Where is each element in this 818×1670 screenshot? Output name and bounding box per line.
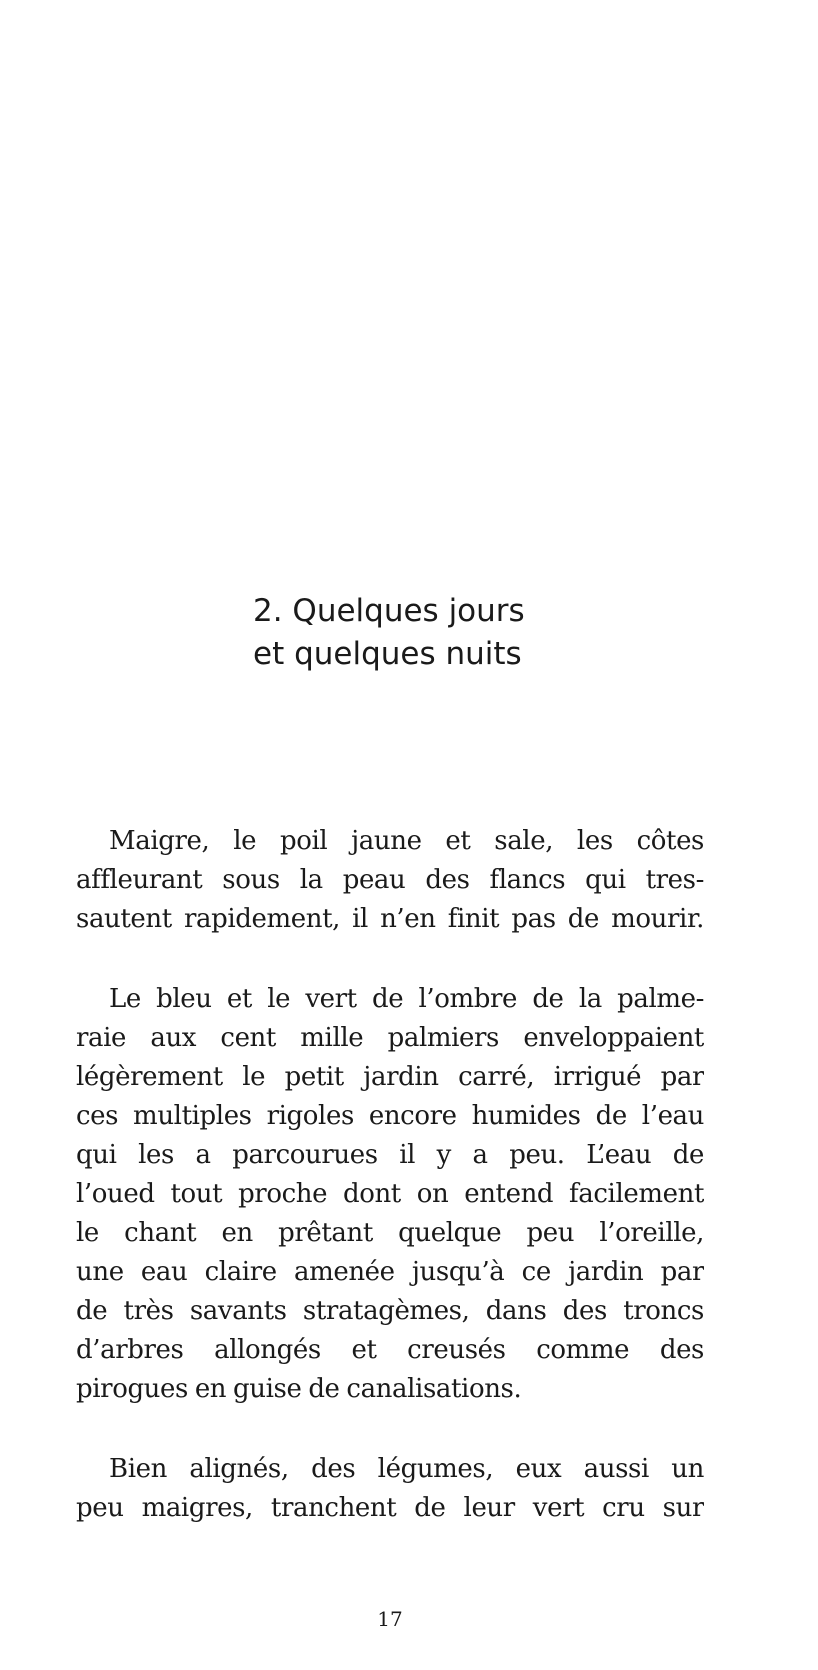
paragraph-2	[76, 980, 704, 1409]
text-line: d’arbres allongés et creusés comme des	[76, 1335, 704, 1365]
chapter-title	[253, 590, 653, 676]
text-line: qui les a parcourues il y a peu. L’eau de	[76, 1140, 704, 1170]
text-line: une eau claire amenée jusqu’à ce jardin par	[76, 1257, 704, 1287]
text-line: de très savants stratagèmes, dans des troncs	[76, 1296, 704, 1326]
text-line: Le bleu et le vert de l’ombre de la palme-	[109, 984, 704, 1014]
text-line: raie aux cent mille palmiers enveloppaient	[76, 1023, 704, 1053]
text-line: Maigre, le poil jaune et sale, les côtes	[109, 826, 704, 856]
text-line: ces multiples rigoles encore humides de l’eau	[76, 1101, 704, 1131]
paragraph-3	[76, 1450, 704, 1528]
chapter-title-line-1: 2. Quelques jours	[253, 593, 525, 629]
paragraph-1	[76, 822, 704, 939]
text-line: peu maigres, tranchent de leur vert cru sur	[76, 1493, 704, 1523]
text-line: le chant en prêtant quelque peu l’oreille,	[76, 1218, 704, 1248]
text-line: légèrement le petit jardin carré, irrigué par	[76, 1062, 704, 1092]
chapter-title-line-2: et quelques nuits	[253, 636, 522, 672]
text-line: sautent rapidement, il n’en finit pas de mourir.	[76, 904, 704, 934]
text-line: Bien alignés, des légumes, eux aussi un	[109, 1454, 704, 1484]
text-line: affleurant sous la peau des flancs qui tres-	[76, 865, 704, 895]
text-line: l’oued tout proche dont on entend facilement	[76, 1179, 704, 1209]
page-number: 17	[377, 1607, 403, 1631]
text-line: pirogues en guise de canalisations.	[76, 1374, 522, 1404]
